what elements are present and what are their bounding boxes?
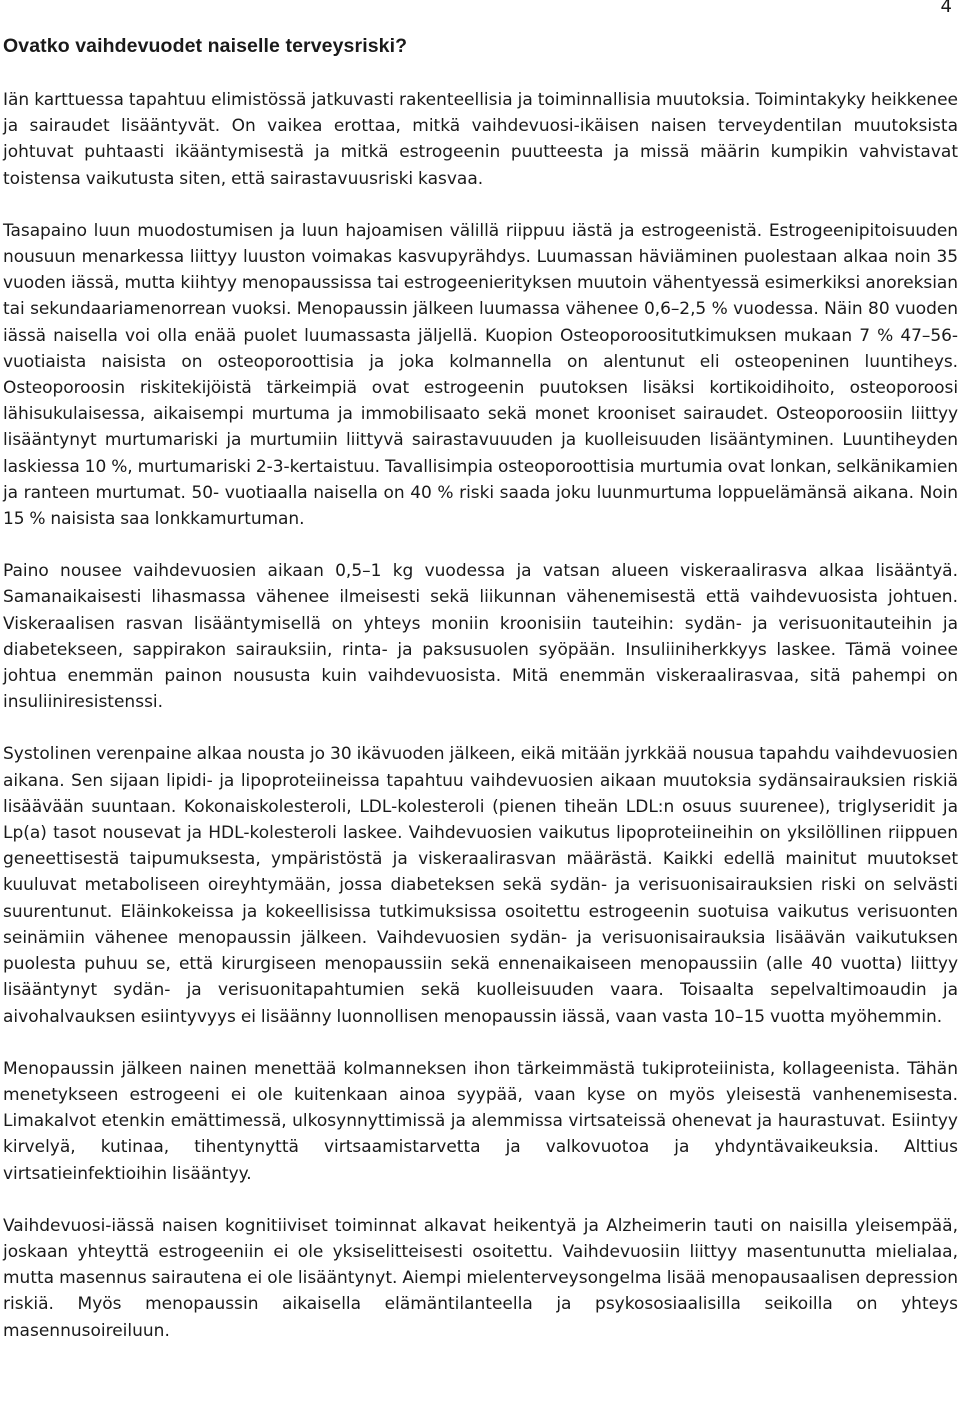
page-title: Ovatko vaihdevuodet naiselle terveysriski? [3, 35, 408, 57]
paragraph-weight-visceral-fat: Paino nousee vaihdevuosien aikaan 0,5–1 kg vuodessa ja vatsan alueen viskeraalirasva alkaa lisääntyä. Samanaikaisesti lihasmassa vähenee ilmeisesti sekä liikunnan vähenemisestä että vaihdevuosista johtuen. Viskeraalisen rasvan lisääntymisellä on yhteys moniin kroonisiin tauteihin: sydän- ja verisuonitauteihin ja diabetekseen, sappirakon sairauksiin, rinta- ja paksusuolen syöpään. Insuliiniherkkyys laskee. Tämä voinee johtua enemmän painon noususta kuin vaihdevuosista. Mitä enemmän viskeraalirasvaa, sitä pahempi on insuliiniresistenssi. [3, 561, 958, 713]
document-body [3, 34, 958, 1370]
page-number: 4 [940, 0, 952, 17]
paragraph-cardiovascular: Systolinen verenpaine alkaa nousta jo 30 ikävuoden jälkeen, eikä mitään jyrkkää nousua tapahdu vaihdevuosien aikana. Sen sijaan lipidi- ja lipoproteiineissa tapahtuu vaihdevuosien aikaan muutoksia sydänsairauksien riskiä lisäävään suuntaan. Kokonaiskolesteroli, LDL-kolesteroli (pienen tiheän LDL:n osuus suurenee), triglyseridit ja Lp(a) tasot nousevat ja HDL-kolesteroli laskee. Vaihdevuosien vaikutus lipoproteiineihin on yksilöllinen riippuen geneettisestä taipumuksesta, ympäristöstä ja viskeraalirasvan määrästä. Kaikki edellä mainitut muutokset kuuluvat metaboliseen oireyhtymään, jossa diabeteksen sekä sydän- ja verisuonisairauksien riski on selvästi suurentunut. Eläinkokeissa ja kokeellisissa tutkimuksissa osoitettu estrogeenin suotuisa vaikutus verisuonten seinämiin vähenee menopaussin jälkeen. Vaihdevuosien sydän- ja verisuonisairauksia lisäävän vaikutuksen puolesta puhuu se, että kirurgiseen menopaussiin sekä ennenaikaiseen menopaussiin (alle 40 vuotta) liittyy lisääntynyt sydän- ja verisuonitapahtumien sekä kuolleisuuden vaara. Toisaalta sepelvaltimoaudin ja aivohalvauksen esiintyvyys ei lisäänny luonnollisen menopaussin iässä, vaan vasta 10–15 vuotta myöhemmin. [3, 744, 958, 1027]
paragraph-cognition-mood: Vaihdevuosi-iässä naisen kognitiiviset toiminnat alkavat heikentyä ja Alzheimerin tauti on naisilla yleisempää, joskaan yhteyttä estrogeeniin ei ole yksiselitteisesti osoitettu. Vaihdevuosiin liittyy masentunutta mielialaa, mutta masennus sairautena ei ole lisääntynyt. Aiempi mielenterveysongelma lisää menopausaalisen depression riskiä. Myös menopaussin aikaisella elämäntilanteella ja psykososiaalisilla seikoilla on yhteys masennusoireiluun. [3, 1215, 958, 1341]
paragraph-skin-mucosa: Menopaussin jälkeen nainen menettää kolmanneksen ihon tärkeimmästä tukiproteiinista, kollageenista. Tähän menetykseen estrogeeni ei ole kuitenkaan ainoa syypää, vaan kyse on myös yleisestä vanhenemisesta. Limakalvot etenkin emättimessä, ulkosynnyttimissä ja alemmissa virtsateissä ohenevat ja haurastuvat. Esiintyy kirvelyä, kutinaa, tihentynyttä virtsaamistarvetta ja valkovuotoa ja yhdyntävaikeuksia. Alttius virtsatieinfektioihin lisääntyy. [3, 1058, 958, 1184]
paragraph-aging-health: Iän karttuessa tapahtuu elimistössä jatkuvasti rakenteellisia ja toiminnallisia muutoksia. Toimintakyky heikkenee ja sairaudet lisääntyvät. On vaikea erottaa, mitkä vaihdevuosi-ikäisen naisen terveydentilan muutoksista johtuvat puhtaasti ikääntymisestä ja mitkä estrogeenin puutteesta ja missä määrin kumpikin vahvistavat toistensa vaikutusta siten, että sairastavuusriski kasvaa. [3, 90, 958, 189]
paragraph-osteoporosis: Tasapaino luun muodostumisen ja luun hajoamisen välillä riippuu iästä ja estrogeenistä. Estrogeenipitoisuuden nousuun menarkessa liittyy luuston voimakas kasvupyrähdys. Luumassan häviäminen puolestaan alkaa noin 35 vuoden iässä, mutta kiihtyy menopaussissa tai estrogeenierityksen muutoin vähentyessä esimerkiksi anoreksian tai sekundaariamenorrean vuoksi. Menopaussin jälkeen luumassa vähenee 0,6–2,5 % vuodessa. Näin 80 vuoden iässä naisella voi olla enää puolet luumassasta jäljellä. Kuopion Osteoporoositutkimuksen mukaan 7 % 47–56-vuotiaista naisista on osteoporoottisia ja joka kolmannella on alentunut eli osteopeninen luuntiheys. Osteoporoosin riskitekijöistä tärkeimpiä ovat estrogeenin puutoksen lisäksi kortikoidihoito, osteoporoosi lähisukulaisessa, aikaisempi murtuma ja immobilisaato sekä monet krooniset sairaudet. Osteoporoosiin liittyy lisääntynyt murtumariski ja murtumiin liittyvä sairastavuuuden ja kuolleisuuden lisääntyminen. Luuntiheyden laskiessa 10 %, murtumariski 2-3-kertaistuu. Tavallisimpia osteoporoottisia murtumia ovat lonkan, selkänikamien ja ranteen murtumat. 50- vuotiaalla naisella on 40 % riski saada joku luunmurtuma loppuelämänsä aikana. Noin 15 % naisista saa lonkkamurtuman. [3, 220, 958, 530]
